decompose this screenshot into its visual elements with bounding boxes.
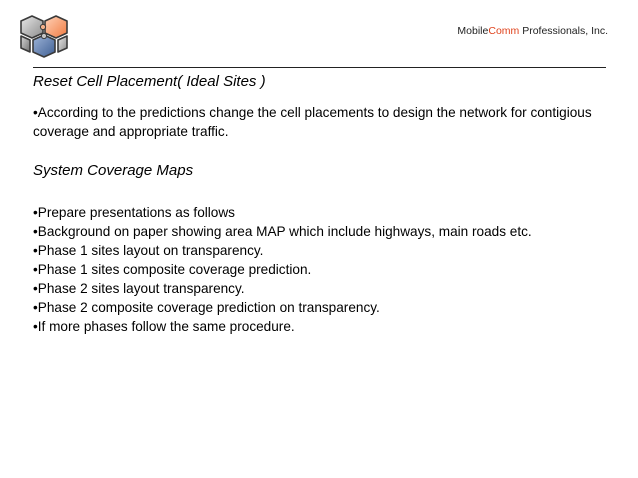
company-logo — [18, 14, 72, 64]
section1-line-1: •According to the predictions change the cell placements to design the network for contigious — [33, 105, 592, 120]
header-divider — [33, 67, 606, 68]
logo-piece-right — [58, 36, 67, 52]
coverage-steps-list — [33, 203, 532, 336]
list-item: •Background on paper showing area MAP which include highways, main roads etc. — [33, 224, 532, 239]
logo-piece-grey — [21, 16, 43, 38]
list-item: •Phase 1 sites layout on transparency. — [33, 243, 264, 258]
company-name-accent: Comm — [488, 25, 520, 37]
list-item: •Phase 2 composite coverage prediction on transparency. — [33, 300, 380, 315]
list-item: •Phase 2 sites layout transparency. — [33, 281, 245, 296]
section-title-system-coverage-maps: System Coverage Maps — [33, 162, 194, 179]
section1-paragraph — [33, 103, 592, 141]
list-item: •Prepare presentations as follows — [33, 205, 235, 220]
logo-piece-dark — [21, 36, 30, 52]
list-item: •Phase 1 sites composite coverage prediction. — [33, 262, 312, 277]
logo-piece-orange — [45, 16, 67, 38]
section-title-reset-cell-placement: Reset Cell Placement( Ideal Sites ) — [33, 73, 266, 90]
company-name-suffix: Professionals, Inc. — [519, 25, 608, 37]
section1-line-2: coverage and appropriate traffic. — [33, 124, 229, 139]
company-name — [457, 25, 608, 37]
list-item: •If more phases follow the same procedure. — [33, 319, 295, 334]
company-name-prefix: Mobile — [457, 25, 489, 37]
